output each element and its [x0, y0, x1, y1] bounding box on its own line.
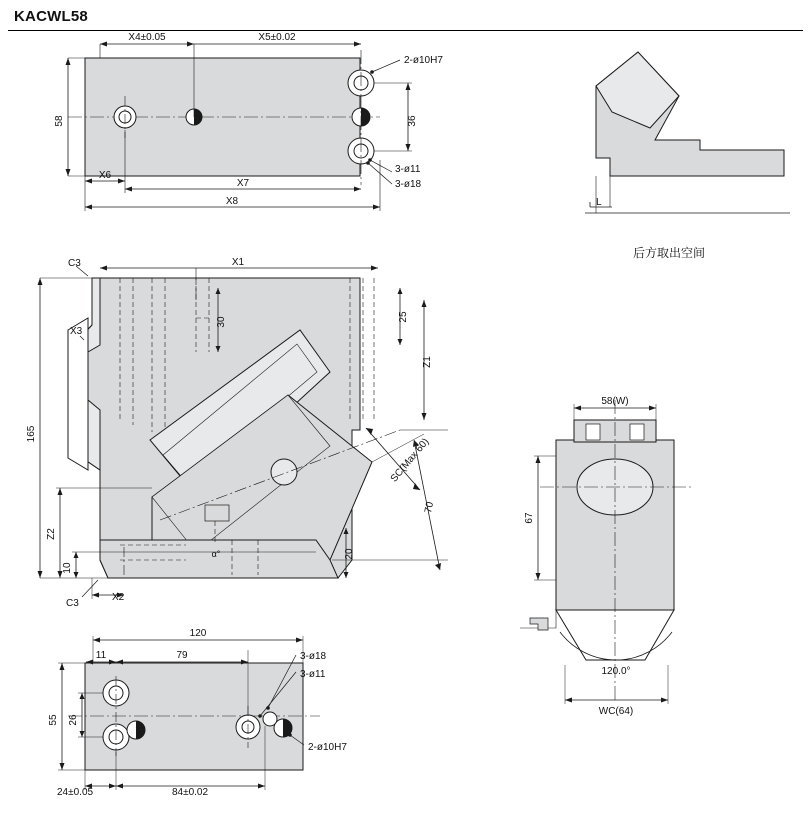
dim-z1: Z1 — [422, 356, 433, 368]
dim-x2: X2 — [112, 592, 125, 603]
dim-70: 70 — [423, 500, 437, 515]
dim-3-d11-bottom: 3-ø11 — [300, 669, 326, 680]
dim-165: 165 — [26, 425, 37, 443]
dim-z2: Z2 — [46, 528, 57, 540]
dim-67: 67 — [524, 512, 535, 524]
dim-c3-bottom: C3 — [66, 598, 79, 609]
dim-2-d10h7-top: 2-ø10H7 — [404, 55, 443, 66]
dim-24: 24±0.05 — [57, 787, 94, 798]
dim-angle-120: 120.0° — [601, 666, 631, 677]
dim-x8: X8 — [225, 196, 239, 207]
top-view-geometry — [68, 50, 380, 185]
dim-3-d18-top: 3-ø18 — [395, 179, 422, 190]
dim-x1: X1 — [231, 257, 245, 268]
clearance-view-geometry — [585, 52, 790, 213]
bottom-view-geometry — [68, 663, 320, 770]
dim-36: 36 — [407, 115, 418, 127]
dim-x4: X4±0.05 — [128, 32, 166, 43]
dim-sc: SC(Max 60) — [388, 436, 432, 485]
dim-3-d11-top: 3-ø11 — [395, 164, 421, 175]
dim-x6: X6 — [98, 170, 112, 181]
dim-c3-top: C3 — [68, 258, 81, 269]
dim-lead-L: L — [596, 197, 602, 208]
dim-20: 20 — [344, 548, 355, 560]
dim-79: 79 — [176, 650, 188, 661]
dim-120: 120 — [189, 628, 207, 639]
dim-58w: 58(W) — [601, 396, 629, 407]
dim-alpha: α° — [211, 549, 221, 559]
dim-x3: X3 — [70, 326, 83, 337]
dim-x7: X7 — [236, 178, 250, 189]
dim-26: 26 — [68, 714, 79, 726]
dim-2-d10h7-bottom: 2-ø10H7 — [308, 742, 347, 753]
dim-58: 58 — [54, 115, 65, 127]
dim-30: 30 — [216, 316, 227, 328]
dim-10: 10 — [62, 562, 73, 574]
dim-55: 55 — [48, 714, 59, 726]
dim-84: 84±0.02 — [171, 787, 209, 798]
dim-11: 11 — [95, 650, 107, 661]
dim-25: 25 — [398, 311, 409, 323]
right-view-geometry — [520, 400, 694, 700]
dim-x5: X5±0.02 — [258, 32, 296, 43]
front-view-geometry — [68, 268, 400, 578]
clearance-caption: 后方取出空间 — [633, 246, 706, 260]
page-title: KACWL58 — [14, 8, 88, 25]
dim-3-d18-bottom: 3-ø18 — [300, 651, 327, 662]
dim-wc: WC(64) — [598, 706, 634, 717]
